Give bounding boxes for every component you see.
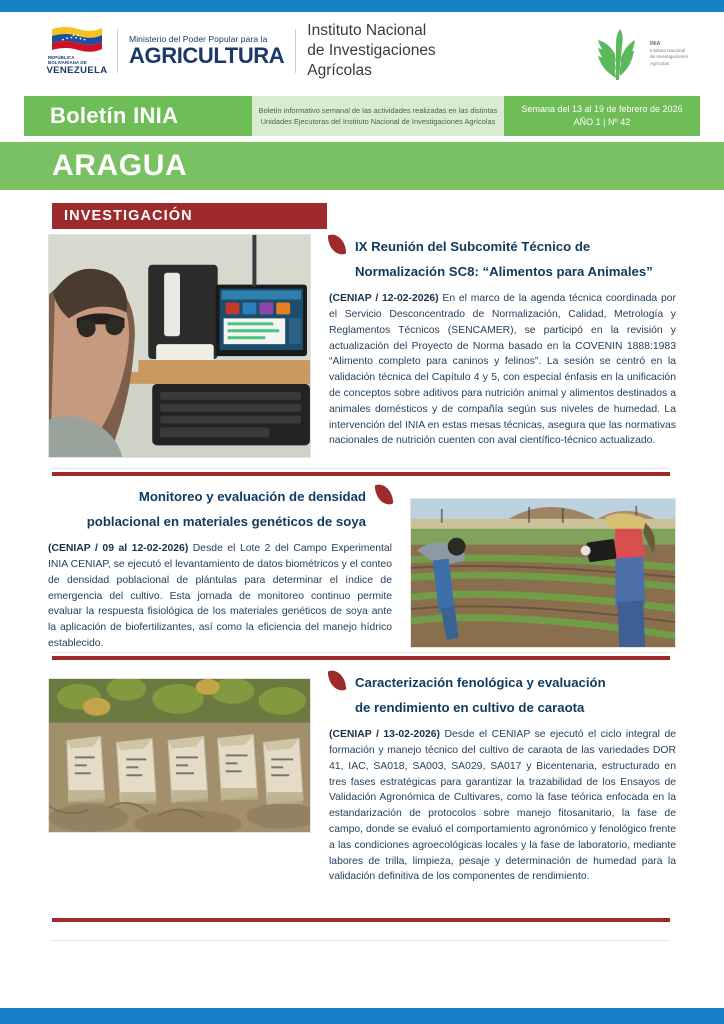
bulletin-description-block bbox=[252, 96, 504, 136]
institute-name-line3: Agrícolas bbox=[307, 61, 372, 79]
article-3-headline-wrap bbox=[329, 670, 676, 720]
article-1-photo bbox=[48, 234, 311, 458]
flag-caption-venezuela: VENEZUELA bbox=[46, 65, 108, 77]
footer-divider-red bbox=[52, 918, 670, 922]
leaf-bullet-icon bbox=[328, 669, 347, 692]
state-band bbox=[0, 142, 724, 190]
bulletin-title: Boletín INIA bbox=[50, 103, 179, 128]
institute-name bbox=[307, 21, 435, 80]
bulletin-issue-number: AÑO 1 | Nº 42 bbox=[573, 117, 631, 127]
inia-logo-line3: Agrícolas bbox=[649, 60, 670, 66]
article-divider-grey-1 bbox=[52, 468, 670, 469]
venezuela-flag-logo bbox=[48, 25, 106, 76]
article-divider-grey-2 bbox=[52, 652, 670, 653]
article-divider-red-2 bbox=[52, 656, 670, 660]
state-name: ARAGUA bbox=[52, 149, 188, 182]
article-2-headline bbox=[87, 484, 366, 534]
strip-left-gutter bbox=[0, 96, 24, 136]
inia-logo-line2: de Investigaciones bbox=[649, 54, 688, 60]
article-1-headline bbox=[355, 234, 653, 284]
masthead bbox=[0, 12, 724, 90]
article-1-headline-line2: Normalización SC8: “Alimentos para Animales” bbox=[355, 264, 653, 280]
article-2 bbox=[0, 484, 724, 652]
bulletin-strip bbox=[0, 96, 724, 136]
article-3-photo bbox=[48, 678, 311, 833]
ministry-title: AGRICULTURA bbox=[129, 42, 285, 68]
flag-icon bbox=[50, 25, 104, 55]
article-3-text bbox=[329, 670, 676, 885]
article-1-body bbox=[329, 291, 676, 449]
ministry-lockup bbox=[129, 35, 284, 67]
bulletin-week: Semana del 13 al 19 de febrero de 2026 bbox=[521, 103, 683, 114]
government-logo-lockup bbox=[48, 21, 436, 80]
article-1-body-text: En el marco de la agenda técnica coordinada por el Servicio Desconcentrado de Normalización, Calidad, Metrología y Reglamentos Técnicos (SENCAMER), se participó en la revisión y actualización del Proyecto de Norma basado en la COVENIN 1888:1983 “Alimento completo para caninos y felinos”. La sesión se centró en la validación técnica del Capítulo 4 y 5, con especial énfasis en la unificación de conceptos sobre aditivos para nutrición animal y alimentos destinados a animales domésticos y de compañía según sus niveles de humedad. La intervención del INIA en estas mesas técnicas, asegura que las normativas nacionales de nutrición cuenten con aval científico-técnico actualizado. bbox=[329, 293, 676, 447]
article-2-photo-artwork bbox=[411, 499, 675, 648]
leaf-bullet-icon bbox=[328, 233, 347, 256]
article-2-body-text: Desde el Lote 2 del Campo Experimental INIA CENIAP, se ejecutó el levantamiento de datos biométricos y el conteo de densidad poblacional de plántulas para determinar el índice de emergencia del cultivo. Esta jornada de monitoreo continuo permite evaluar la respuesta fisiológica de los materiales genéticos de soya ante la aplicación de biofertilizantes, así como la eficiencia del manejo hídrico establecido. bbox=[48, 543, 392, 650]
article-3-body-text: Desde el CENIAP se ejecutó el ciclo integral de formación y manejo técnico del cultivo de caraota de las variedades DOR 41, IAC, SA018, SA003, SA029, SA017 y Bicentenaria, estructurado en tres fases estratégicas para garantizar la trazabilidad de los Ensayos de Validación Agronómica de Cultivares, como la fase teórica enfocada en la estandarización de protocolos sobre manejo fitosanitario, la fase de campo, donde se evaluó el comportamiento agronómico y fenológico frente a las condiciones agroecológicas locales y la fase de laboratorio, mediante labores de trilla, limpieza, pesaje y determinación de humedad para la validación definitiva de los componentes de rendimiento. bbox=[329, 729, 677, 883]
article-3-headline bbox=[355, 670, 606, 720]
section-tag-investigacion bbox=[52, 203, 327, 229]
institute-name-line2: de Investigaciones bbox=[307, 42, 436, 60]
masthead-divider-1 bbox=[117, 29, 118, 73]
article-3-photo-artwork bbox=[49, 679, 310, 833]
article-3-headline-line2: de rendimiento en cultivo de caraota bbox=[355, 700, 585, 716]
article-2-source: (CENIAP / 09 al 12-02-2026) bbox=[48, 543, 189, 555]
ministry-subtitle: Ministerio del Poder Popular para la bbox=[129, 33, 268, 44]
bottom-accent-bar bbox=[0, 1008, 724, 1024]
bulletin-issue-block bbox=[504, 96, 700, 136]
leaf-bullet-icon bbox=[375, 483, 394, 506]
top-accent-bar bbox=[0, 0, 724, 12]
article-1-text bbox=[329, 234, 676, 458]
masthead-divider-2 bbox=[295, 29, 296, 73]
article-2-photo bbox=[410, 498, 676, 648]
inia-logo-line1: Instituto Nacional bbox=[649, 48, 686, 54]
article-1-photo-artwork bbox=[49, 235, 310, 457]
inia-logo-lockup bbox=[587, 26, 688, 82]
flag-caption-republic: REPÚBLICA BOLIVARIANA DE bbox=[48, 55, 87, 66]
article-1 bbox=[0, 234, 724, 458]
article-1-headline-line1: IX Reunión del Subcomité Técnico de bbox=[355, 239, 591, 254]
article-1-source: (CENIAP / 12-02-2026) bbox=[329, 293, 439, 305]
article-3 bbox=[0, 670, 724, 885]
article-1-headline-wrap bbox=[329, 234, 676, 284]
institute-name-line1: Instituto Nacional bbox=[307, 22, 427, 40]
inia-logo-abbr: INIA bbox=[649, 40, 661, 47]
inia-logo-text bbox=[650, 41, 688, 67]
article-2-headline-line1: Monitoreo y evaluación de densidad bbox=[138, 489, 366, 504]
article-3-headline-line1: Caracterización fenológica y evaluación bbox=[355, 675, 606, 690]
bulletin-title-block bbox=[24, 96, 252, 136]
footer-divider-grey bbox=[52, 940, 670, 941]
inia-sprout-icon bbox=[587, 26, 645, 82]
bulletin-description: Boletín informativo semanal de las actividades realizadas en las distintas Unidades Ejecutoras del Instituto Nacional de Investigaciones Agrícolas bbox=[258, 105, 498, 126]
article-divider-red-1 bbox=[52, 472, 670, 476]
article-2-headline-wrap bbox=[48, 484, 392, 534]
section-tag-label: INVESTIGACIÓN bbox=[64, 208, 193, 224]
article-2-body bbox=[48, 541, 392, 652]
article-3-body bbox=[329, 727, 676, 885]
article-2-text bbox=[48, 484, 392, 652]
article-2-headline-line2: poblacional en materiales genéticos de soya bbox=[86, 514, 366, 530]
article-3-source: (CENIAP / 13-02-2026) bbox=[329, 729, 441, 741]
